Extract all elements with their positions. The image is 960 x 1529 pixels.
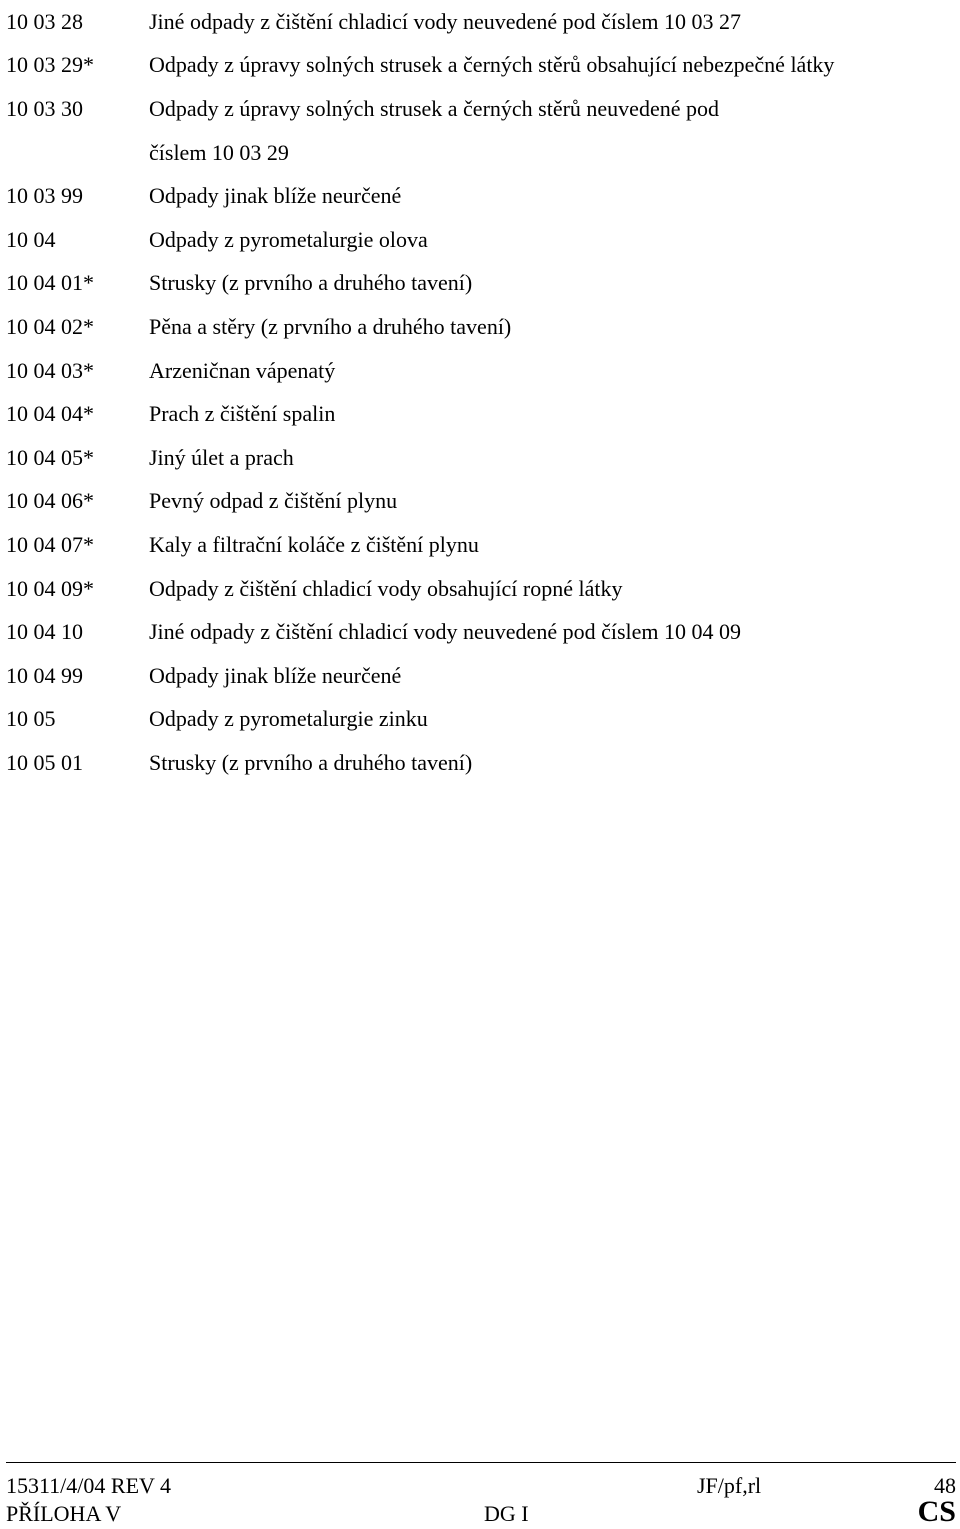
list-item xyxy=(6,349,956,393)
waste-description: Strusky (z prvního a druhého tavení) xyxy=(149,270,473,296)
waste-code: 10 04 10 xyxy=(6,619,83,645)
page-number: 48 xyxy=(934,1473,956,1498)
list-item xyxy=(6,698,956,742)
waste-code: 10 04 07* xyxy=(6,531,94,557)
waste-description: Odpady z čištění chladicí vody obsahující ropné látky xyxy=(149,575,623,601)
waste-code: 10 05 xyxy=(6,706,56,732)
waste-description: číslem 10 03 29 xyxy=(149,139,289,165)
waste-description: Pěna a stěry (z prvního a druhého tavení) xyxy=(149,313,512,339)
waste-description: Pevný odpad z čištění plynu xyxy=(149,488,398,514)
waste-description: Odpady jinak blíže neurčené xyxy=(149,183,402,209)
waste-description: Odpady jinak blíže neurčené xyxy=(149,662,402,688)
author-initials: JF/pf,rl xyxy=(697,1473,762,1498)
waste-description: Odpady z pyrometalurgie zinku xyxy=(149,706,428,732)
waste-code: 10 04 02* xyxy=(6,313,94,339)
waste-code: 10 03 28 xyxy=(6,8,83,34)
waste-code: 10 04 05* xyxy=(6,444,94,470)
list-item xyxy=(6,392,956,436)
list-item xyxy=(6,654,956,698)
waste-description: Jiné odpady z čištění chladicí vody neuvedené pod číslem 10 04 09 xyxy=(149,619,742,645)
waste-code: 10 05 01 xyxy=(6,749,83,775)
waste-code: 10 03 29* xyxy=(6,52,94,78)
waste-description: Odpady z pyrometalurgie olova xyxy=(149,226,428,252)
list-item xyxy=(6,131,956,175)
list-item xyxy=(6,0,956,44)
waste-code: 10 04 09* xyxy=(6,575,94,601)
waste-code: 10 03 30 xyxy=(6,95,83,121)
list-item xyxy=(6,567,956,611)
waste-description: Prach z čištění spalin xyxy=(149,401,336,427)
list-item xyxy=(6,305,956,349)
list-item xyxy=(6,44,956,88)
waste-code: 10 04 03* xyxy=(6,357,94,383)
list-item xyxy=(6,262,956,306)
list-item xyxy=(6,436,956,480)
waste-code: 10 04 xyxy=(6,226,56,252)
waste-code: 10 03 99 xyxy=(6,183,83,209)
document-reference: 15311/4/04 REV 4 xyxy=(6,1473,172,1498)
waste-code: 10 04 01* xyxy=(6,270,94,296)
waste-description: Odpady z úpravy solných strusek a černých stěrů neuvedené pod xyxy=(149,95,719,121)
waste-description: Odpady z úpravy solných strusek a černých stěrů obsahující nebezpečné látky xyxy=(149,52,835,78)
waste-description: Jiný úlet a prach xyxy=(149,444,294,470)
waste-description: Jiné odpady z čištění chladicí vody neuvedené pod číslem 10 03 27 xyxy=(149,8,742,34)
list-item xyxy=(6,523,956,567)
footer-divider xyxy=(6,1462,956,1463)
waste-code: 10 04 04* xyxy=(6,401,94,427)
language-code: CS xyxy=(917,1495,956,1528)
waste-description: Kaly a filtrační koláče z čištění plynu xyxy=(149,531,479,557)
directorate-label: DG I xyxy=(484,1501,529,1526)
list-item xyxy=(6,218,956,262)
list-item xyxy=(6,174,956,218)
list-item xyxy=(6,610,956,654)
waste-code: 10 04 99 xyxy=(6,662,83,688)
waste-description: Strusky (z prvního a druhého tavení) xyxy=(149,749,473,775)
list-item xyxy=(6,87,956,131)
waste-description: Arzeničnan vápenatý xyxy=(149,357,336,383)
list-item xyxy=(6,480,956,524)
waste-code: 10 04 06* xyxy=(6,488,94,514)
waste-code-list xyxy=(6,0,956,785)
list-item xyxy=(6,741,956,785)
annex-label: PŘÍLOHA V xyxy=(6,1501,122,1526)
